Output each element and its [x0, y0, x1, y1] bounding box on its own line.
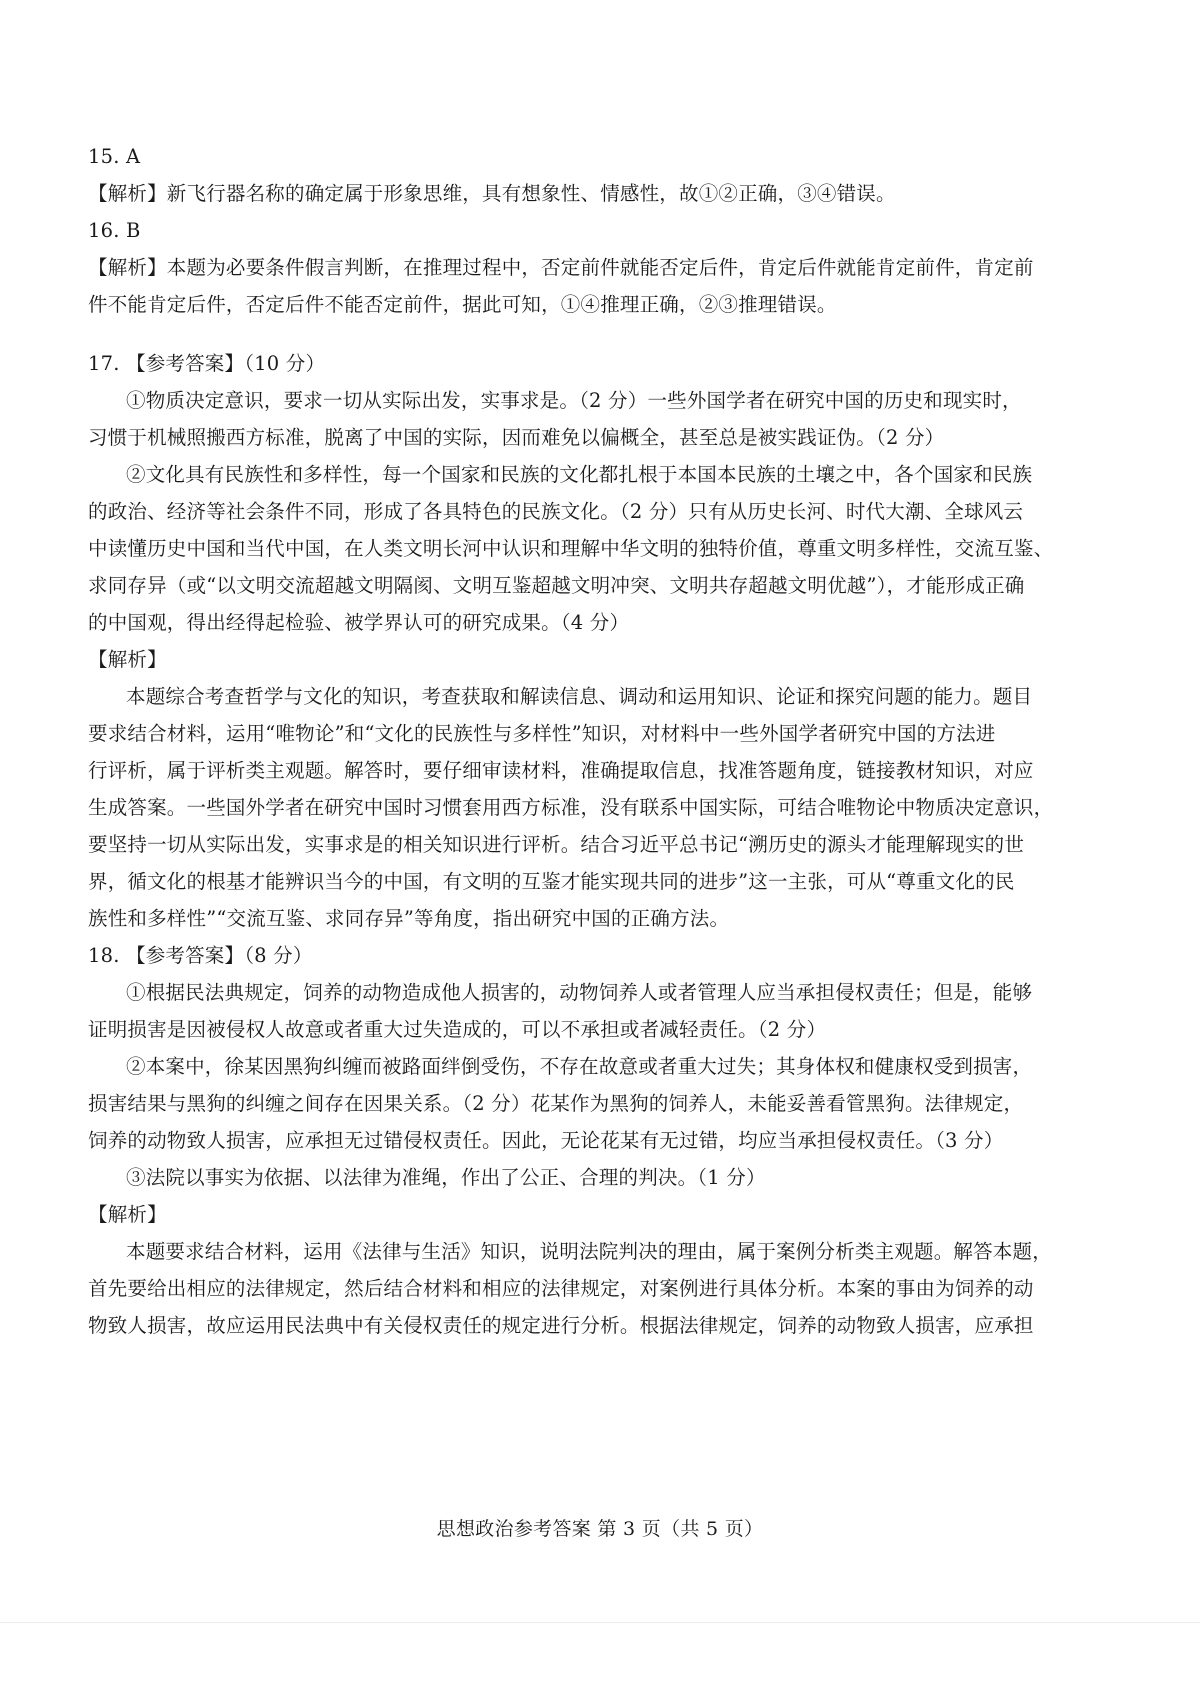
q17-answer-line: 的中国观，得出经得起检验、被学界认可的研究成果。（4 分） — [88, 611, 630, 634]
question-18 — [88, 937, 1118, 1344]
q18-answer-line: ②本案中，徐某因黑狗纠缠而被路面绊倒受伤，不存在故意或者重大过失；其身体权和健康权受到损害， — [126, 1055, 1033, 1078]
q18-answer-line: ①根据民法典规定，饲养的动物造成他人损害的，动物饲养人或者管理人应当承担侵权责任；但是，能够 — [126, 981, 1033, 1004]
q15-analysis-line: 【解析】新飞行器名称的确定属于形象思维，具有想象性、情感性，故①②正确，③④错误。 — [88, 182, 896, 205]
q17-answer-line: ②文化具有民族性和多样性，每一个国家和民族的文化都扎根于本国本民族的土壤之中，各个国家和民族 — [126, 463, 1033, 486]
q18-analysis-line: 首先要给出相应的法律规定，然后结合材料和相应的法律规定，对案例进行具体分析。本案的事由为饲养的动 — [88, 1277, 1034, 1300]
q18-analysis-line: 物致人损害，故应运用民法典中有关侵权责任的规定进行分析。根据法律规定，饲养的动物致人损害，应承担 — [88, 1314, 1034, 1337]
q18-analysis-label: 【解析】 — [88, 1203, 167, 1226]
q17-answer-line: 中读懂历史中国和当代中国，在人类文明长河中认识和理解中华文明的独特价值，尊重文明多样性，交流互鉴、 — [88, 537, 1054, 560]
page-footer: 思想政治参考答案 第 3 页（共 5 页） — [436, 1518, 764, 1540]
q17-analysis-label: 【解析】 — [88, 648, 167, 671]
q17-analysis-line: 族性和多样性”“交流互鉴、求同存异”等角度，指出研究中国的正确方法。 — [88, 907, 730, 930]
q17-answer-line: 的政治、经济等社会条件不同，形成了各具特色的民族文化。（2 分）只有从历史长河、时代大潮、全球风云 — [88, 500, 1024, 523]
q15-number: 15. A — [88, 145, 141, 168]
q17-analysis-line: 要坚持一切从实际出发，实事求是的相关知识进行评析。结合习近平总书记“溯历史的源头才能理解现实的世 — [88, 833, 1025, 856]
q17-heading: 17. 【参考答案】（10 分） — [88, 352, 326, 375]
q16-analysis-line: 【解析】本题为必要条件假言判断，在推理过程中，否定前件就能否定后件，肯定后件就能肯定前件，肯定前 — [88, 256, 1034, 279]
q17-analysis-line: 行评析，属于评析类主观题。解答时，要仔细审读材料，准确提取信息，找准答题角度，链接教材知识，对应 — [88, 759, 1034, 782]
q18-answer-line: 证明损害是因被侵权人故意或者重大过失造成的，可以不承担或者减轻责任。（2 分） — [88, 1018, 827, 1041]
q17-answer-line: 习惯于机械照搬西方标准，脱离了中国的实际，因而难免以偏概全，甚至总是被实践证伪。（2 分） — [88, 426, 945, 449]
q17-analysis-line: 要求结合材料，运用“唯物论”和“文化的民族性与多样性”知识，对材料中一些外国学者研究中国的方法进 — [88, 722, 996, 745]
scan-edge-divider — [0, 1622, 1200, 1623]
q17-answer-line: 求同存异（或“以文明交流超越文明隔阂、文明互鉴超越文明冲突、文明共存超越文明优越”），才能形成正确 — [88, 574, 1025, 597]
q17-analysis-line: 本题综合考查哲学与文化的知识，考查获取和解读信息、调动和运用知识、论证和探究问题的能力。题目 — [126, 685, 1033, 708]
page-content — [88, 138, 1118, 1344]
q17-analysis-line: 界，循文化的根基才能辨识当今的中国，有文明的互鉴才能实现共同的进步”这一主张，可从“尊重文化的民 — [88, 870, 1015, 893]
q18-answer-line: ③法院以事实为依据、以法律为准绳，作出了公正、合理的判决。（1 分） — [126, 1166, 766, 1189]
q16-analysis-line: 件不能肯定后件，否定后件不能否定前件，据此可知，①④推理正确，②③推理错误。 — [88, 293, 837, 316]
q18-heading: 18. 【参考答案】（8 分） — [88, 944, 313, 967]
question-16 — [88, 212, 1118, 323]
question-17 — [88, 345, 1118, 937]
q17-analysis-line: 生成答案。一些国外学者在研究中国时习惯套用西方标准，没有联系中国实际，可结合唯物论中物质决定意识， — [88, 796, 1054, 819]
q18-answer-line: 饲养的动物致人损害，应承担无过错侵权责任。因此，无论花某有无过错，均应当承担侵权责任。（3 分） — [88, 1129, 1004, 1152]
question-15 — [88, 138, 1118, 212]
q18-answer-line: 损害结果与黑狗的纠缠之间存在因果关系。（2 分）花某作为黑狗的饲养人，未能妥善看管黑狗。法律规定， — [88, 1092, 1024, 1115]
q17-answer-line: ①物质决定意识，要求一切从实际出发，实事求是。（2 分）一些外国学者在研究中国的历史和现实时， — [126, 389, 1022, 412]
q16-number: 16. B — [88, 219, 141, 242]
q18-analysis-line: 本题要求结合材料，运用《法律与生活》知识，说明法院判决的理由，属于案例分析类主观题。解答本题， — [126, 1240, 1052, 1263]
